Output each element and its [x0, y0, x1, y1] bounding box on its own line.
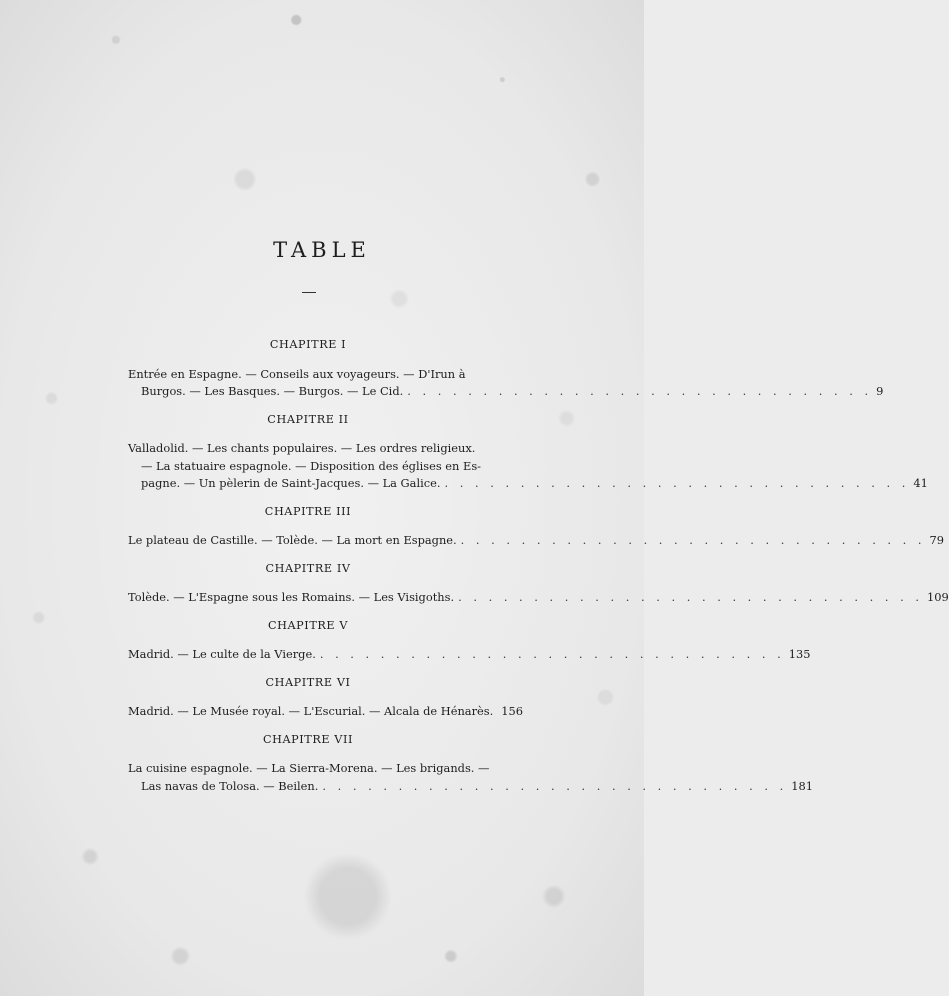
- chapter-heading: CHAPITRE I: [269, 338, 347, 351]
- entry-line: [128, 458, 488, 476]
- entry-text: Burgos. — Les Basques. — Burgos. — Le Cid.: [141, 384, 404, 398]
- chapter-1: [128, 336, 884, 401]
- chapter-6: [128, 674, 523, 721]
- entry-line: [128, 366, 488, 384]
- dot-leader: . . . . . . . . . . . . . . . . . . . . . . . . . . . . . . .: [444, 476, 910, 490]
- entry-line: [128, 646, 811, 664]
- entry-text: Entrée en Espagne. — Conseils aux voyageurs. — D'Irun à: [128, 366, 466, 381]
- entry-text: Le plateau de Castille. — Tolède. — La mort en Espagne.: [128, 533, 457, 547]
- entry-line: [128, 589, 949, 607]
- dot-leader: . . . . . . . . . . . . . . . . . . . . . . . . . . . . . . .: [319, 647, 785, 661]
- entry-line: [128, 475, 928, 493]
- entry-line: [128, 760, 488, 778]
- page-number: 156: [501, 704, 523, 718]
- entry-line: [128, 383, 884, 401]
- entry-text: Madrid. — Le culte de la Vierge.: [128, 647, 316, 661]
- dot-leader: . . . . . . . . . . . . . . . . . . . . . . . . . . . . . . .: [407, 384, 873, 398]
- entry-text: Madrid. — Le Musée royal. — L'Escurial. — Alcala de Hénarès.: [128, 704, 494, 718]
- page-number: 41: [913, 476, 928, 490]
- entry-text: Valladolid. — Les chants populaires. — Les ordres religieux.: [128, 441, 476, 455]
- chapter-3: [128, 503, 945, 550]
- entry-line: [128, 778, 813, 796]
- dot-leader: . . . . . . . . . . . . . . . . . . . . . . . . . . . . . . .: [460, 533, 926, 547]
- entry-line: [128, 703, 523, 721]
- chapter-heading: CHAPITRE II: [267, 412, 349, 426]
- dot-leader: . . . . . . . . . . . . . . . . . . . . . . . . . . . . . . .: [322, 778, 788, 793]
- page-number: 9: [876, 384, 884, 398]
- title-rule: [302, 292, 316, 293]
- chapter-7: [128, 731, 813, 796]
- entry-line: [128, 440, 488, 458]
- table-of-contents: [128, 336, 949, 795]
- page-number: 79: [929, 533, 945, 547]
- entry-text: pagne. — Un pèlerin de Saint-Jacques. — La Galice.: [141, 476, 441, 490]
- chapter-heading: CHAPITRE VII: [262, 732, 354, 746]
- chapter-5: [128, 617, 811, 664]
- chapter-heading: CHAPITRE III: [264, 504, 352, 518]
- chapter-heading: CHAPITRE IV: [265, 561, 351, 575]
- page-number: 135: [788, 647, 811, 661]
- dot-leader: . . . . . . . . . . . . . . . . . . . . . . . . . . . . . . .: [458, 590, 923, 604]
- page-number: 109: [926, 590, 949, 604]
- entry-text: Las navas de Tolosa. — Beilen.: [141, 778, 319, 793]
- chapter-heading: CHAPITRE VI: [265, 675, 351, 689]
- chapter-2: [128, 411, 928, 493]
- entry-text: Tolède. — L'Espagne sous les Romains. — Les Visigoths.: [128, 590, 455, 604]
- entry-line: [128, 532, 945, 550]
- chapter-4: [128, 560, 949, 607]
- page-title: TABLE: [273, 238, 371, 262]
- chapter-heading: CHAPITRE V: [267, 618, 349, 632]
- page-number: 181: [791, 778, 813, 793]
- entry-text: La cuisine espagnole. — La Sierra-Morena. — Les brigands. —: [128, 761, 490, 775]
- entry-text: — La statuaire espagnole. — Disposition des églises en Es-: [141, 458, 482, 473]
